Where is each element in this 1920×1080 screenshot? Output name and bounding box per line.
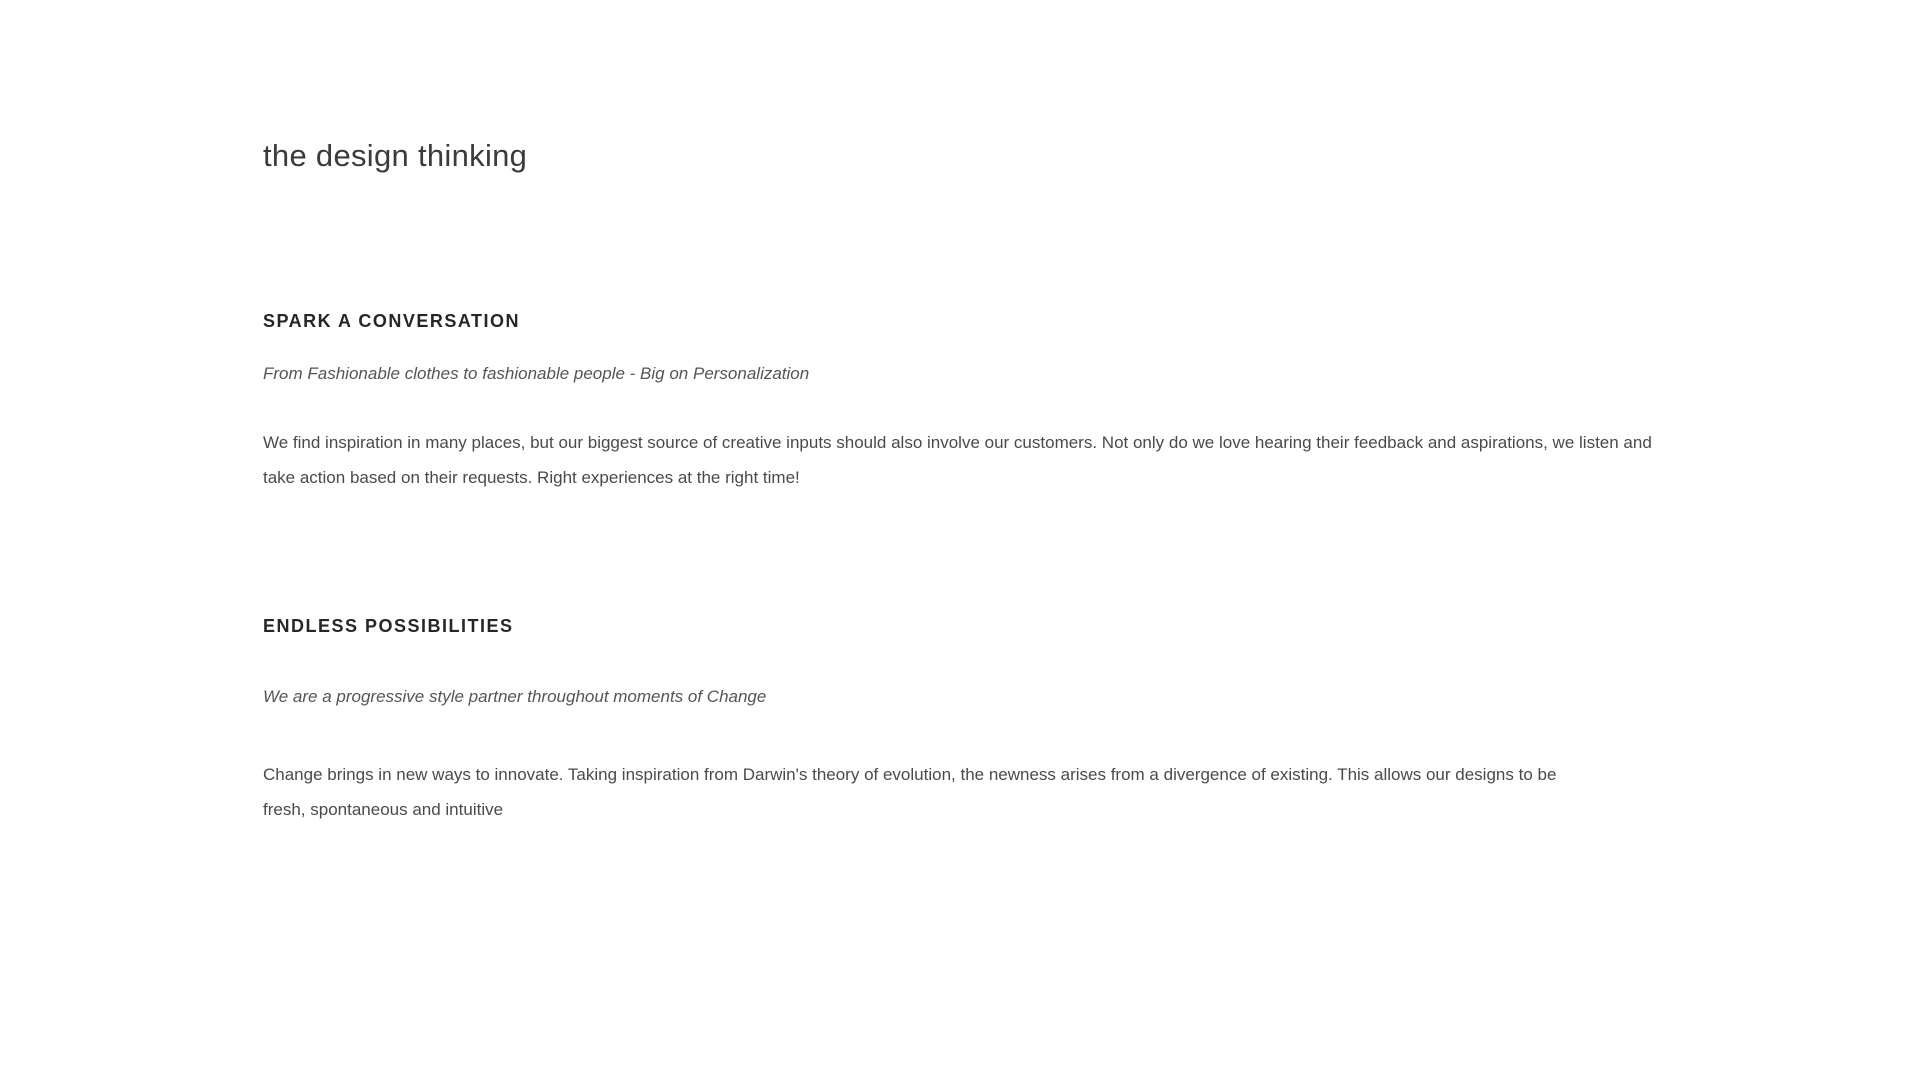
section-body: We find inspiration in many places, but our biggest source of creative inputs should also involve our customers. Not only do we love hearing their feedback and aspirations, we listen and take action based on their requests. Right experiences at the right time! bbox=[263, 433, 1652, 487]
section-heading: ENDLESS POSSIBILITIES bbox=[263, 616, 514, 636]
section-subtitle: We are a progressive style partner throughout moments of Change bbox=[263, 687, 767, 706]
section-body: Change brings in new ways to innovate. Taking inspiration from Darwin's theory of evolution, the newness arises from a divergence of existing. This allows our designs to be fresh, spontaneous and intuitive bbox=[263, 765, 1557, 819]
section-endless-possibilities bbox=[263, 616, 1683, 819]
section-heading: SPARK A CONVERSATION bbox=[263, 311, 521, 331]
section-spark-a-conversation bbox=[263, 311, 1683, 487]
section-subtitle: From Fashionable clothes to fashionable people - Big on Personalization bbox=[263, 364, 810, 383]
page-title: the design thinking bbox=[263, 138, 528, 173]
